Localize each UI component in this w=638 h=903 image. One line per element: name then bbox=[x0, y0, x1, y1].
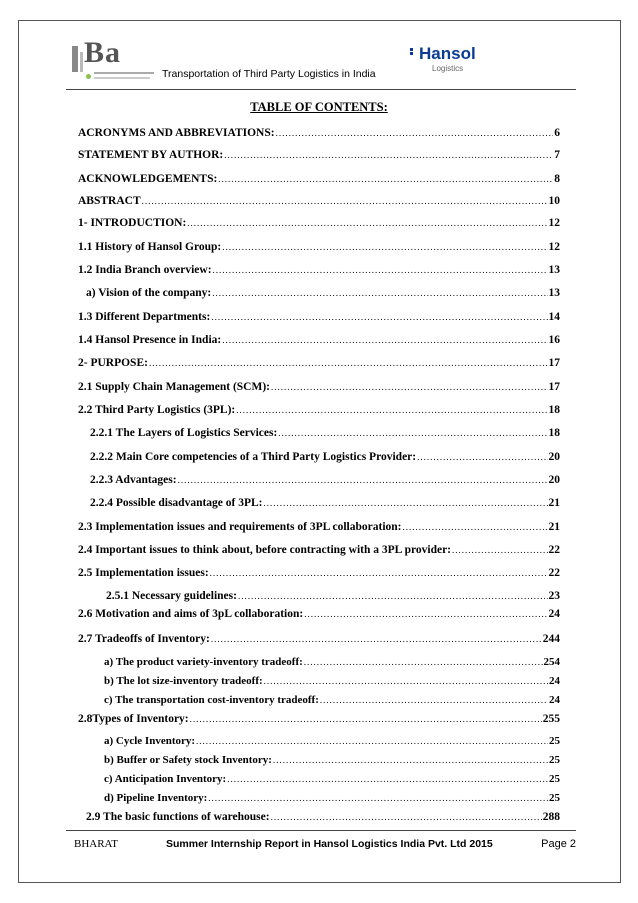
toc-entry[interactable]: 2.3 Implementation issues and requirements of 3PL collaboration: ..... 21 bbox=[78, 520, 560, 534]
toc-entry[interactable]: b) The lot size-inventory tradeoff: ..... 24 bbox=[104, 674, 560, 688]
toc-entry[interactable]: 2.2.2 Main Core competencies of a Third Party Logistics Provider: ..... 20 bbox=[90, 450, 560, 464]
toc-entry[interactable]: d) Pipeline Inventory: ..... 25 bbox=[104, 791, 560, 805]
footer-page-number: Page 2 bbox=[541, 838, 576, 850]
toc-entry[interactable]: 2.5 Implementation issues: ..... 22 bbox=[78, 566, 560, 580]
toc-entry[interactable]: STATEMENT BY AUTHOR: ..... 7 bbox=[78, 148, 560, 162]
toc-entry[interactable]: 2.6 Motivation and aims of 3pL collaboration: ..... 24 bbox=[78, 607, 560, 621]
ba-logo: Ba bbox=[66, 42, 156, 82]
page-footer bbox=[66, 838, 576, 854]
toc-entry[interactable]: 2.8Types of Inventory: ..... 255 bbox=[78, 712, 560, 726]
toc-entry[interactable]: 2.2.1 The Layers of Logistics Services: ..... 18 bbox=[90, 426, 560, 440]
toc-entry[interactable]: a) Cycle Inventory: ..... 25 bbox=[104, 734, 560, 748]
toc-entry[interactable]: a) Vision of the company: ..... 13 bbox=[86, 286, 560, 300]
toc-title: TABLE OF CONTENTS: bbox=[250, 100, 388, 114]
toc-entry[interactable]: 2.2.4 Possible disadvantage of 3PL: ..... 21 bbox=[90, 496, 560, 510]
toc-entry[interactable]: 2.9 The basic functions of warehouse: ..... 288 bbox=[86, 810, 560, 824]
page-header bbox=[66, 36, 576, 88]
toc-entry[interactable]: 2.7 Tradeoffs of Inventory: ..... 244 bbox=[78, 632, 560, 646]
hansol-mark-icon bbox=[410, 48, 416, 58]
toc-entry[interactable]: b) Buffer or Safety stock Inventory: ..... 25 bbox=[104, 753, 560, 767]
toc-entry[interactable]: 1.3 Different Departments: ..... 14 bbox=[78, 310, 560, 324]
footer-author: BHARAT bbox=[74, 838, 119, 850]
toc-entry[interactable]: ACKNOWLEDGEMENTS: ..... 8 bbox=[78, 172, 560, 186]
toc-entry[interactable]: 2.5.1 Necessary guidelines: ..... 23 bbox=[106, 589, 560, 603]
toc-entry[interactable]: 1.2 India Branch overview: ..... 13 bbox=[78, 263, 560, 277]
toc-entry[interactable]: c) Anticipation Inventory: ..... 25 bbox=[104, 772, 560, 786]
header-title: Transportation of Third Party Logistics in India bbox=[162, 68, 376, 80]
toc-entry[interactable]: 2.2 Third Party Logistics (3PL): ..... 18 bbox=[78, 403, 560, 417]
toc-entry[interactable]: 1.1 History of Hansol Group: ..... 12 bbox=[78, 240, 560, 254]
toc-entry[interactable]: 2.4 Important issues to think about, before contracting with a 3PL provider: ..... 22 bbox=[78, 543, 560, 557]
footer-divider bbox=[66, 830, 576, 831]
toc-entry[interactable]: ACRONYMS AND ABBREVIATIONS: ..... 6 bbox=[78, 126, 560, 140]
toc-entry[interactable]: c) The transportation cost-inventory tradeoff: ..... 24 bbox=[104, 693, 560, 707]
toc-entry[interactable]: 1.4 Hansol Presence in India: ..... 16 bbox=[78, 333, 560, 347]
toc-entry[interactable]: ABSTRACT ..... 10 bbox=[78, 194, 560, 208]
toc-entry[interactable]: a) The product variety-inventory tradeoff: ..... 254 bbox=[104, 655, 560, 669]
toc-entry[interactable]: 2.1 Supply Chain Management (SCM): ..... 17 bbox=[78, 380, 560, 394]
toc-entry[interactable]: 2.2.3 Advantages: ..... 20 bbox=[90, 473, 560, 487]
footer-report-title: Summer Internship Report in Hansol Logistics India Pvt. Ltd 2015 bbox=[166, 838, 493, 850]
toc-entry[interactable]: 1- INTRODUCTION: ..... 12 bbox=[78, 216, 560, 230]
toc-entry[interactable]: 2- PURPOSE: ..... 17 bbox=[78, 356, 560, 370]
header-divider bbox=[66, 89, 576, 90]
hansol-logo: Hansol Logistics bbox=[410, 44, 510, 84]
